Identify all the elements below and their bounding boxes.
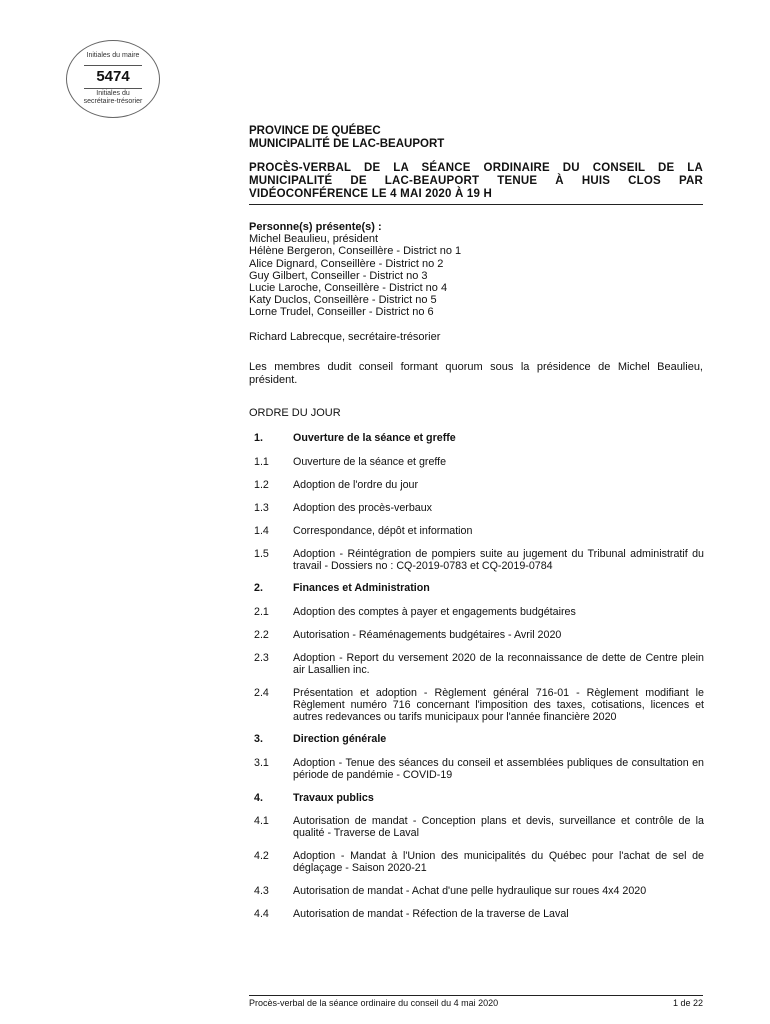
agenda-item: [254, 548, 704, 572]
attendees-section: [249, 221, 703, 343]
agenda-item-text: Adoption - Tenue des séances du conseil et assemblées publiques de consultation en période de pandémie - COVID-19: [293, 757, 704, 781]
agenda-section-heading: [254, 582, 704, 594]
page-footer: [249, 995, 703, 1008]
agenda-section-heading: [254, 792, 704, 804]
agenda-list: [254, 432, 704, 920]
agenda-item-number: 1.3: [254, 502, 269, 514]
agenda-item-text: Correspondance, dépôt et information: [293, 525, 473, 537]
agenda-item-text: Finances et Administration: [293, 582, 430, 594]
document-header: [249, 125, 703, 205]
agenda-item-text: Adoption - Mandat à l'Union des municipalités du Québec pour l'achat de sel de déglaçage - Saison 2020-21: [293, 850, 704, 874]
agenda-item-text: Autorisation de mandat - Achat d'une pelle hydraulique sur roues 4x4 2020: [293, 885, 647, 897]
stamp-bottom-caption-2: secrétaire-trésorier: [83, 98, 143, 105]
agenda-title: ORDRE DU JOUR: [249, 407, 341, 419]
attendee-item: Guy Gilbert, Conseiller - District no 3: [249, 269, 428, 282]
attendees-list: [249, 233, 703, 318]
agenda-section-heading: [254, 432, 704, 444]
agenda-item-text: Adoption de l'ordre du jour: [293, 479, 419, 491]
agenda-item-text: Direction générale: [293, 733, 387, 745]
agenda-item-text: Travaux publics: [293, 792, 374, 804]
stamp-number: 5474: [96, 68, 130, 85]
agenda-item-number: 3.: [254, 733, 263, 745]
agenda-item: [254, 687, 704, 723]
agenda-item: [254, 502, 704, 514]
initials-stamp: [66, 40, 160, 118]
attendee-item: Katy Duclos, Conseillère - District no 5: [249, 294, 437, 307]
agenda-item-text: Présentation et adoption - Règlement général 716-01 - Règlement modifiant le Règlement numéro 716 concernant l'imposition des taxes, cotisations, licences et autres redevances ou tarifs municipaux pour l'année financière 2020: [293, 687, 704, 723]
agenda-item-number: 4.3: [254, 885, 269, 897]
agenda-item: [254, 629, 704, 641]
stamp-top-line: [84, 65, 142, 66]
stamp-bottom-line: [84, 88, 142, 89]
agenda-item-text: Adoption - Réintégration de pompiers suite au jugement du Tribunal administratif du travail - Dossiers no : CQ-2019-0783 et CQ-2019-0784: [293, 548, 704, 572]
agenda-item-text: Adoption - Report du versement 2020 de la reconnaissance de dette de Centre plein air Lasallien inc.: [293, 652, 704, 676]
agenda-item-number: 4.: [254, 792, 263, 804]
agenda-item-number: 2.3: [254, 652, 269, 664]
attendee-item: Lorne Trudel, Conseiller - District no 6: [249, 306, 434, 319]
municipality-heading: MUNICIPALITÉ DE LAC-BEAUPORT: [249, 138, 445, 150]
agenda-item-number: 2.4: [254, 687, 269, 699]
agenda-item: [254, 885, 704, 897]
agenda-item-number: 1.1: [254, 456, 269, 468]
agenda-item-number: 2.1: [254, 606, 269, 618]
footer-document-name: Procès-verbal de la séance ordinaire du conseil du 4 mai 2020: [249, 998, 499, 1008]
attendees-label: Personne(s) présente(s) :: [249, 221, 382, 233]
agenda-item-number: 2.2: [254, 629, 269, 641]
agenda-item-number: 1.: [254, 432, 263, 444]
stamp-top-caption: Initiales du maire: [86, 52, 140, 59]
attendee-item: Hélène Bergeron, Conseillère - District no 1: [249, 245, 462, 258]
agenda-item-text: Ouverture de la séance et greffe: [293, 456, 447, 468]
secretary-line: Richard Labrecque, secrétaire-trésorier: [249, 330, 441, 343]
agenda-item-number: 2.: [254, 582, 263, 594]
agenda-item: [254, 850, 704, 874]
agenda-item-number: 3.1: [254, 757, 269, 769]
document-title: PROCÈS-VERBAL DE LA SÉANCE ORDINAIRE DU CONSEIL DE LA MUNICIPALITÉ DE LAC-BEAUPORT TENUE À HUIS CLOS PAR VIDÉOCONFÉRENCE LE 4 MAI 2020 À 19 H: [249, 162, 703, 200]
agenda-item: [254, 908, 704, 920]
attendee-item: Alice Dignard, Conseillère - District no 2: [249, 257, 444, 270]
footer-page-number: 1 de 22: [672, 998, 703, 1008]
province-heading: PROVINCE DE QUÉBEC: [249, 125, 381, 137]
agenda-item-text: Autorisation de mandat - Conception plans et devis, surveillance et contrôle de la qualité - Traverse de Laval: [293, 815, 704, 839]
agenda-item-text: Autorisation de mandat - Réfection de la traverse de Laval: [293, 908, 569, 920]
agenda-item-text: Adoption des procès-verbaux: [293, 502, 433, 514]
agenda-item-text: Ouverture de la séance et greffe: [293, 432, 456, 444]
attendee-item: Lucie Laroche, Conseillère - District no 4: [249, 282, 448, 295]
agenda-item-number: 1.4: [254, 525, 269, 537]
agenda-item-text: Adoption des comptes à payer et engagements budgétaires: [293, 606, 576, 618]
agenda-section-heading: [254, 733, 704, 745]
agenda-item: [254, 456, 704, 468]
agenda-item-number: 4.4: [254, 908, 269, 920]
agenda-item: [254, 815, 704, 839]
agenda-item-number: 4.1: [254, 815, 269, 827]
attendee-item: Michel Beaulieu, président: [249, 233, 379, 246]
agenda-item-number: 4.2: [254, 850, 269, 862]
agenda-item: [254, 479, 704, 491]
agenda-item: [254, 652, 704, 676]
quorum-paragraph: Les membres dudit conseil formant quorum sous la présidence de Michel Beaulieu, président.: [249, 361, 703, 386]
agenda-item-number: 1.5: [254, 548, 269, 560]
title-divider: [249, 204, 703, 205]
agenda-item-number: 1.2: [254, 479, 269, 491]
stamp-bottom-caption-1: Initiales du: [96, 90, 130, 97]
agenda-item: [254, 757, 704, 781]
agenda-item: [254, 606, 704, 618]
agenda-item: [254, 525, 704, 537]
agenda-item-text: Autorisation - Réaménagements budgétaires - Avril 2020: [293, 629, 562, 641]
